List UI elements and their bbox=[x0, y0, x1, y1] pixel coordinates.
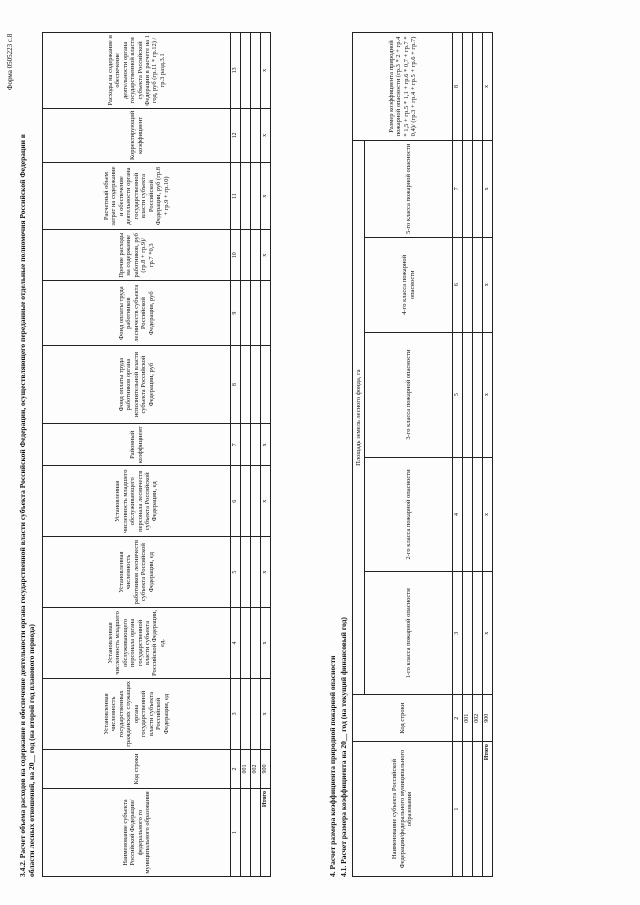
header-cell: Установленная численность младшего обслуживающего персонала органа государственной власти субъекта Российской Федерации, ед. bbox=[43, 607, 231, 678]
row-code: 002 bbox=[250, 749, 260, 788]
input-cell[interactable] bbox=[250, 537, 260, 608]
section-4-1-title: 4.1. Расчет размера коэффициента на 20__ год (на текущий финансовый год) bbox=[339, 617, 348, 877]
input-cell[interactable] bbox=[240, 466, 250, 537]
col-number: 11 bbox=[231, 163, 241, 230]
input-cell[interactable] bbox=[240, 281, 250, 345]
header-cell: Районный коэффициент bbox=[43, 424, 231, 466]
input-cell[interactable] bbox=[250, 466, 260, 537]
input-cell[interactable] bbox=[250, 230, 260, 281]
total-code: 900 bbox=[482, 695, 492, 742]
col-number: 2 bbox=[231, 749, 241, 788]
header-cell: Расходы на содержание и обеспечение деятельности органа государственной власти субъекта Российской Федерации в расчете на 1 год, руб (гр.11 * гр.12) / гр.3 разд.3.1 bbox=[43, 33, 231, 109]
x-cell: x bbox=[260, 424, 270, 466]
input-cell[interactable] bbox=[462, 33, 472, 141]
input-cell[interactable] bbox=[240, 789, 250, 877]
x-cell: x bbox=[260, 230, 270, 281]
x-cell: x bbox=[260, 466, 270, 537]
input-cell[interactable] bbox=[240, 424, 250, 466]
table-row bbox=[250, 33, 260, 877]
header-cell: 5-го класса пожарной опасности bbox=[365, 140, 453, 237]
expense-header-row bbox=[43, 33, 231, 877]
section-3-4-2-title-line1: 3.4.2. Расчет объема расходов на содержание и обеспечение деятельности органа государственной власти субъекта Российской Федерации, осуществляющего переданные отдельные полномочия Российской Федерации в bbox=[18, 134, 27, 877]
input-cell[interactable] bbox=[472, 332, 482, 457]
header-cell: 3-го класса пожарной опасности bbox=[365, 332, 453, 457]
x-cell: x bbox=[482, 140, 492, 237]
total-code: 900 bbox=[260, 749, 270, 788]
col-number: 12 bbox=[231, 108, 241, 162]
col-number: 5 bbox=[231, 537, 241, 608]
input-cell[interactable] bbox=[462, 332, 472, 457]
header-cell: Установленная численность младшего обслуживающего персонала лесничеств субъекта Российской Федерации, ед bbox=[43, 466, 231, 537]
input-cell[interactable] bbox=[250, 33, 260, 109]
x-cell: x bbox=[482, 237, 492, 332]
row-code: 001 bbox=[240, 749, 250, 788]
input-cell[interactable] bbox=[240, 678, 250, 749]
input-cell[interactable] bbox=[462, 742, 472, 877]
header-cell: Установленная численность государственных гражданских служащих органа государственной власти субъекта Российской Федерации, ед bbox=[43, 678, 231, 749]
input-cell[interactable] bbox=[472, 33, 482, 141]
total-row bbox=[482, 33, 492, 877]
col-number: 8 bbox=[231, 345, 241, 423]
input-cell[interactable] bbox=[250, 108, 260, 162]
input-cell[interactable] bbox=[462, 457, 472, 572]
col-number: 2 bbox=[453, 695, 463, 742]
row-code: 001 bbox=[462, 695, 472, 742]
header-cell: Наименование субъекта Российской Федерации/федерального муниципального образования bbox=[353, 742, 453, 877]
x-cell: x bbox=[260, 537, 270, 608]
header-cell: Наименование субъекта Российской Федерации/ федерального го муниципального образования bbox=[43, 789, 231, 877]
header-cell: Прочие расходы на содержание работников, руб (гр.8 + гр.9)/ гр.7 *0,3 bbox=[43, 230, 231, 281]
input-cell[interactable] bbox=[250, 789, 260, 877]
section-3-4-2-title bbox=[18, 17, 36, 877]
area-header-row bbox=[353, 33, 365, 877]
col-number: 3 bbox=[453, 572, 463, 695]
col-number: 6 bbox=[453, 237, 463, 332]
area-header: Площадь земель лесного фонда, га bbox=[353, 140, 365, 694]
header-cell: Установленная численность работников лесничеств субъекта Российской Федерации, ед bbox=[43, 537, 231, 608]
input-cell[interactable] bbox=[240, 33, 250, 109]
input-cell[interactable] bbox=[240, 537, 250, 608]
row-code: 002 bbox=[472, 695, 482, 742]
x-cell: x bbox=[482, 33, 492, 141]
fire-danger-table bbox=[352, 32, 493, 877]
col-number: 7 bbox=[231, 424, 241, 466]
input-cell[interactable] bbox=[472, 572, 482, 695]
header-cell: Фонд оплаты труда работников органа исполнительной власти субъекта Российской Федерации, руб bbox=[43, 345, 231, 423]
input-cell[interactable] bbox=[250, 678, 260, 749]
input-cell[interactable] bbox=[472, 742, 482, 877]
x-cell: x bbox=[260, 678, 270, 749]
input-cell[interactable] bbox=[250, 345, 260, 423]
header-cell: 2-го класса пожарной опасности bbox=[365, 457, 453, 572]
header-cell: Размер коэффициента природной пожарной опасности (гр.3 * 2 + гр.4 * 1,5 + гр.5 * 1,1 + гр.6 * 0,7 + гр.7 * 0,4)/ (гр.3 + гр.4 + гр.5 + гр.6 + гр.7) bbox=[353, 33, 453, 141]
input-cell[interactable] bbox=[462, 237, 472, 332]
input-cell[interactable] bbox=[250, 607, 260, 678]
col-number: 13 bbox=[231, 33, 241, 109]
input-cell[interactable] bbox=[462, 572, 472, 695]
header-cell: Расчетный объем затрат на содержание и обеспечение деятельности органа государственной власти субъекта Российской Федерации, руб (гр.8 + гр.9 + гр.10) bbox=[43, 163, 231, 230]
section-3-4-2-title-line2: области лесных отношений, на 20__ год (на второй год планового периода) bbox=[27, 624, 36, 877]
x-cell: x bbox=[260, 33, 270, 109]
input-cell[interactable] bbox=[250, 424, 260, 466]
col-number: 1 bbox=[231, 789, 241, 877]
expense-table bbox=[42, 32, 271, 877]
input-cell[interactable] bbox=[472, 140, 482, 237]
col-number: 5 bbox=[453, 332, 463, 457]
input-cell[interactable] bbox=[240, 607, 250, 678]
header-cell: 4-го класса пожарной опасности bbox=[365, 237, 453, 332]
total-label: Итого bbox=[482, 742, 492, 877]
input-cell[interactable] bbox=[250, 163, 260, 230]
input-cell[interactable] bbox=[250, 281, 260, 345]
col-number: 9 bbox=[231, 281, 241, 345]
table-row bbox=[472, 33, 482, 877]
input-cell[interactable] bbox=[260, 345, 270, 423]
x-cell: x bbox=[482, 457, 492, 572]
column-number-row bbox=[231, 33, 241, 877]
input-cell[interactable] bbox=[462, 140, 472, 237]
column-number-row bbox=[453, 33, 463, 877]
x-cell: x bbox=[482, 332, 492, 457]
header-cell: Код строки bbox=[353, 695, 453, 742]
form-code: Форма 0505223 с.8 bbox=[6, 33, 14, 90]
header-cell: Код строки bbox=[43, 749, 231, 788]
col-number: 1 bbox=[453, 742, 463, 877]
x-cell: x bbox=[260, 163, 270, 230]
input-cell[interactable] bbox=[472, 237, 482, 332]
table-row bbox=[462, 33, 472, 877]
col-number: 4 bbox=[231, 607, 241, 678]
x-cell: x bbox=[260, 607, 270, 678]
col-number: 4 bbox=[453, 457, 463, 572]
col-number: 7 bbox=[453, 140, 463, 237]
input-cell[interactable] bbox=[260, 281, 270, 345]
input-cell[interactable] bbox=[240, 108, 250, 162]
input-cell[interactable] bbox=[240, 345, 250, 423]
x-cell: x bbox=[482, 572, 492, 695]
input-cell[interactable] bbox=[240, 230, 250, 281]
header-cell: Фонд оплаты труда работников лесничеств субъекта Российской Федерации, руб bbox=[43, 281, 231, 345]
col-number: 10 bbox=[231, 230, 241, 281]
col-number: 6 bbox=[231, 466, 241, 537]
header-cell: 1-го класса пожарной опасности bbox=[365, 572, 453, 695]
table-row bbox=[240, 33, 250, 877]
col-number: 8 bbox=[453, 33, 463, 141]
total-label: Итого bbox=[260, 789, 270, 877]
header-cell: Корректирующий коэффициент bbox=[43, 108, 231, 162]
input-cell[interactable] bbox=[240, 163, 250, 230]
input-cell[interactable] bbox=[472, 457, 482, 572]
total-row bbox=[260, 33, 270, 877]
col-number: 3 bbox=[231, 678, 241, 749]
x-cell: x bbox=[260, 108, 270, 162]
section-4-title: 4. Расчет размера коэффициента природной пожарной опасности bbox=[328, 655, 337, 877]
